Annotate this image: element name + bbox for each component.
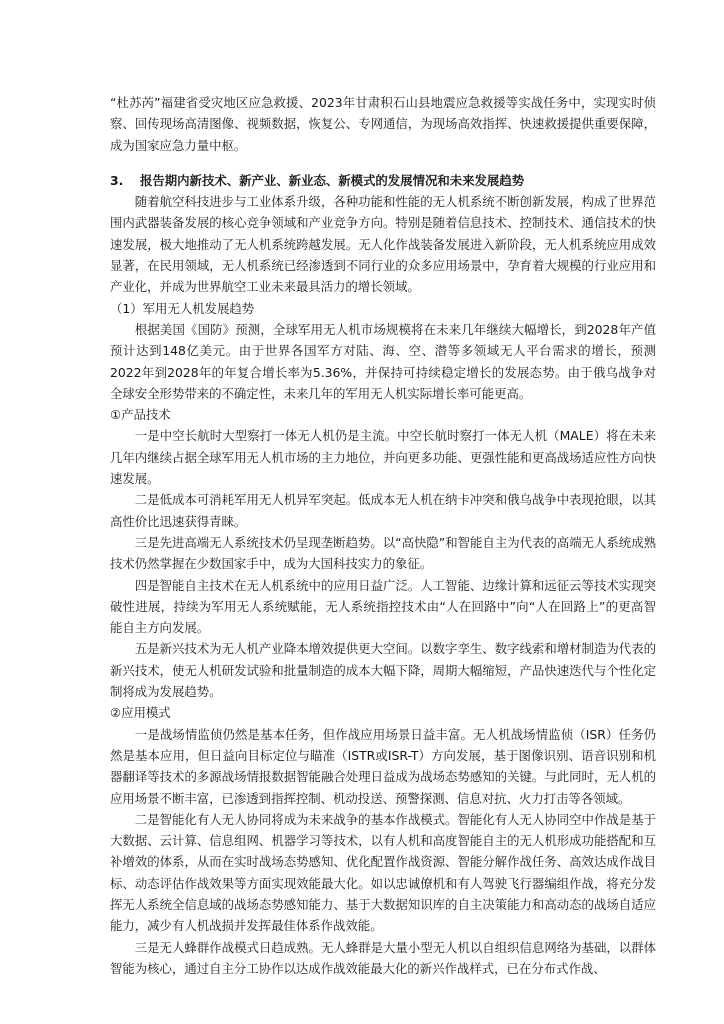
document-page (110, 92, 656, 979)
section-heading (110, 170, 656, 191)
mode-paragraph-3: 三是无人蜂群作战模式日趋成熟。无人蜂群是大量小型无人机以自组织信息网络为基础，以群体智能为核心，通过自主分工协作以达成作战效能最大化的新兴作战样式，已在分布式作战、 (110, 939, 656, 976)
product-paragraph-4: 四是智能自主技术在无人机系统中的应用日益广泛。人工智能、边缘计算和远征云等技术实现突破性进展，持续为军用无人系统赋能，无人系统指控技术由“人在回路中”向“人在回路上”的更高智能自主方向发展。 (110, 577, 656, 636)
subheading-application-mode: ②应用模式 (110, 705, 171, 721)
mode-paragraph-2: 二是智能化有人无人协同将成为未来战争的基本作战模式。智能化有人无人协同空中作战是基于大数据、云计算、信息组网、机器学习等技术，以有人机和高度智能自主的无人机形成功能搭配和互补增效的体系，从而在实时战场态势感知、优化配置作战资源、智能分解作战任务、高效达成作战目标、动态评估作战效果等方面实现效能最大化。如以忠诚僚机和有人驾驶飞行器编组作战，将充分发挥无人系统全信息域的战场态势感知能力、基于大数据知识库的自主决策能力和高动态的战场自适应能力，减少有人机战损并发挥最佳体系作战效能。 (110, 811, 656, 934)
section-title: 报告期内新技术、新产业、新业态、新模式的发展情况和未来发展趋势 (140, 172, 525, 188)
product-paragraph-3: 三是先进高端无人系统技术仍呈现垄断趋势。以“高快隐”和智能自主为代表的高端无人系统成熟技术仍然掌握在少数国家手中，成为大国科技实力的象征。 (110, 534, 656, 572)
intro-paragraph: “杜苏芮”福建省受灾地区应急救援、2023年甘肃积石山县地震应急救援等实战任务中，实现实时侦察、回传现场高清图像、视频数据，恢复公、专网通信，为现场高效指挥、快速救援提供重要保障，成为国家应急力量中枢。 (110, 95, 656, 153)
product-paragraph-2: 二是低成本可消耗军用无人机异军突起。低成本无人机在纳卡冲突和俄乌战争中表现抢眼，以其高性价比迅速获得青睐。 (110, 492, 656, 529)
mode-paragraph-1: 一是战场情监侦仍然是基本任务，但作战应用场景日益丰富。无人机战场情监侦（ISR）任务仍然是基本应用，但日益向目标定位与瞄准（ISTR或ISR-T）方向发展，基于图像识别、语音识别和机器翻译等技术的多源战场情报数据智能融合处理日益成为战场态势感知的关键。与此同时，无人机的应用场景不断丰富，已渗透到指挥控制、机动投送、预警探测、信息对抗、火力打击等各领域。 (110, 726, 656, 806)
overview-paragraph: 随着航空科技进步与工业体系升级，各种功能和性能的无人机系统不断创新发展，构成了世界范围内武器装备发展的核心竞争领域和产业竞争方向。特别是随着信息技术、控制技术、通信技术的快速发展，极大地推动了无人机系统跨越发展。无人化作战装备发展进入新阶段，无人机系统应用成效显著，在民用领域，无人机系统已经渗透到不同行业的众多应用场景中，孕育着大规模的行业应用和产业化，并成为世界航空工业未来最具活力的增长领域。 (110, 194, 656, 295)
product-paragraph-1: 一是中空长航时大型察打一体无人机仍是主流。中空长航时察打一体无人机（MALE）将在未来几年内继续占据全球军用无人机市场的主力地位，并向更多功能、更强性能和更高战场适应性方向快速发展。 (110, 428, 656, 487)
subheading-military-uav: （1）军用无人机发展趋势 (110, 300, 255, 316)
product-paragraph-5: 五是新兴技术为无人机产业降本增效提供更大空间。以数字孪生、数字线索和增材制造为代表的新兴技术，使无人机研发试验和批量制造的成本大幅下降，周期大幅缩短，产品快速迭代与个性化定制将成为发展趋势。 (110, 641, 656, 700)
forecast-paragraph: 根据美国《国防》预测，全球军用无人机市场规模将在未来几年继续大幅增长，到2028年产值预计达到148亿美元。由于世界各国军方对陆、海、空、潜等多领域无人平台需求的增长，预测2022年到2028年的年复合增长率为5.36%，并保持可持续稳定增长的发展态势。由于俄乌战争对全球安全形势带来的不确定性，未来几年的军用无人机实际增长率可能更高。 (110, 321, 656, 401)
section-number: 3. (110, 172, 124, 188)
subheading-product-tech: ①产品技术 (110, 407, 171, 423)
